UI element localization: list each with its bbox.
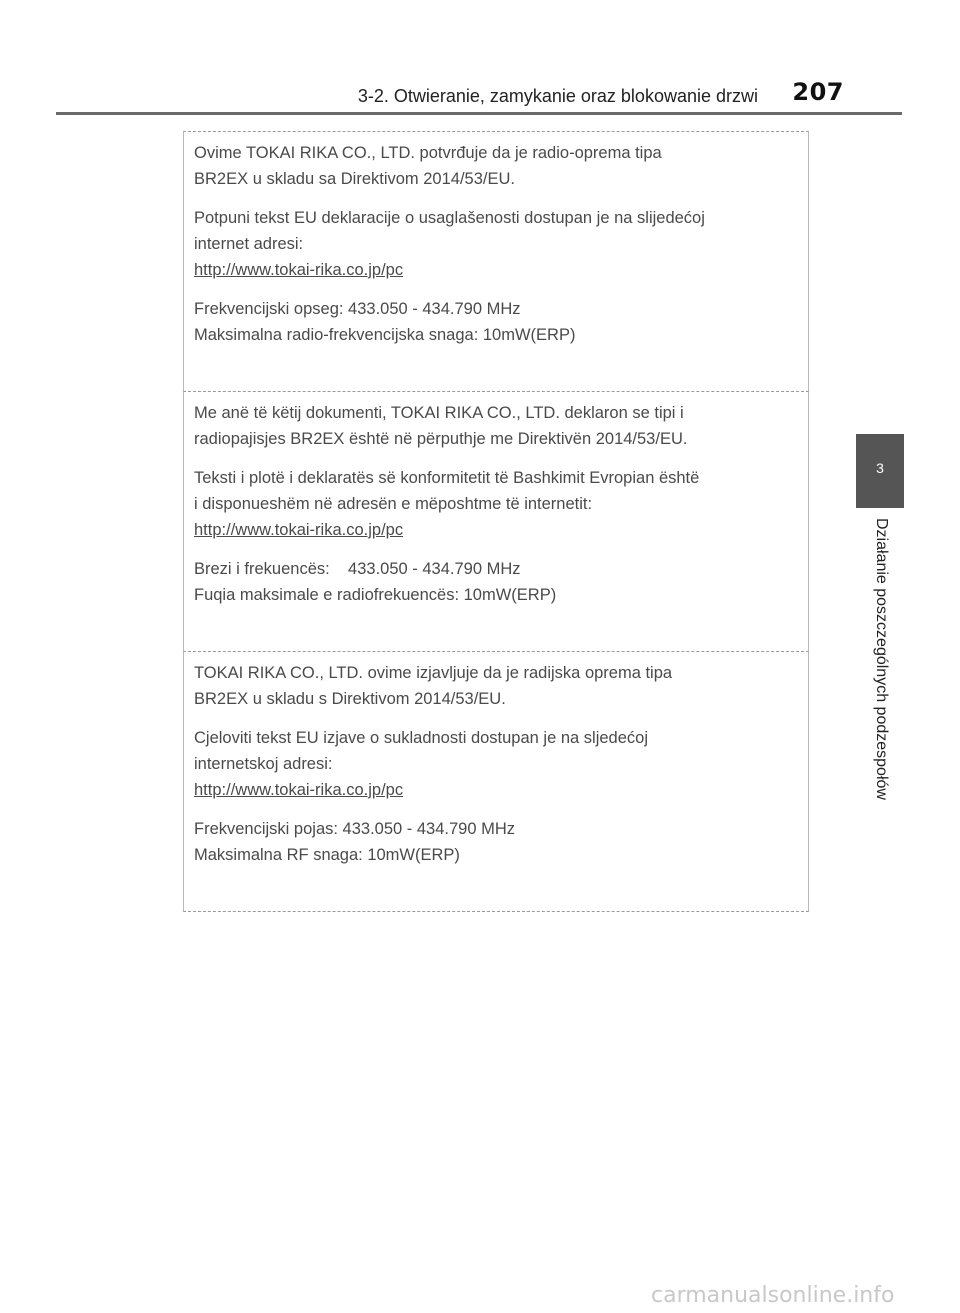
chapter-label: Działanie poszczególnych podzespołów [873,518,890,800]
declaration-url-link[interactable]: http://www.tokai-rika.co.jp/pc [194,521,404,539]
declaration-availability [194,725,798,803]
text-line: Potpuni tekst EU deklaracije o usaglašenosti dostupan je na slijedećoj [194,209,705,227]
text-line: Cjeloviti tekst EU izjave o sukladnosti dostupan je na sljedećoj [194,729,648,747]
text-line: Frekvencijski pojas: 433.050 - 434.790 MHz [194,820,515,838]
text-line: internetskoj adresi: [194,755,333,773]
declarations-content [183,131,809,912]
text-line: Frekvencijski opseg: 433.050 - 434.790 MHz [194,300,521,318]
text-line: BR2EX u skladu sa Direktivom 2014/53/EU. [194,170,515,188]
frequency-info [194,816,798,868]
text-line: i disponueshëm në adresën e mëposhtme të internetit: [194,495,593,513]
header-rule [56,112,902,115]
text-line: Fuqia maksimale e radiofrekuencës: 10mW(ERP) [194,586,557,604]
frequency-info [194,296,798,348]
text-line: Me anë të këtij dokumenti, TOKAI RIKA CO., LTD. deklaron se tipi i [194,404,684,422]
text-line: Brezi i frekuencës: 433.050 - 434.790 MHz [194,560,521,578]
page-header [56,78,902,118]
text-line: internet adresi: [194,235,304,253]
declaration-statement [194,140,798,192]
text-line: TOKAI RIKA CO., LTD. ovime izjavljuje da je radijska oprema tipa [194,664,673,682]
declaration-availability [194,205,798,283]
page-number: 207 [792,78,844,106]
section-title: 3-2. Otwieranie, zamykanie oraz blokowanie drzwi [357,86,758,106]
text-line: Ovime TOKAI RIKA CO., LTD. potvrđuje da je radio-oprema tipa [194,144,662,162]
text-line: Teksti i plotë i deklaratës së konformitetit të Bashkimit Evropian është [194,469,700,487]
text-line: BR2EX u skladu s Direktivom 2014/53/EU. [194,690,506,708]
declaration-block-croatian [183,651,809,912]
frequency-info [194,556,798,608]
declaration-block-serbian [183,131,809,391]
text-line: radiopajisjes BR2EX është në përputhje me Direktivën 2014/53/EU. [194,430,688,448]
declaration-url-link[interactable]: http://www.tokai-rika.co.jp/pc [194,261,404,279]
declaration-url-link[interactable]: http://www.tokai-rika.co.jp/pc [194,781,404,799]
watermark: carmanualsonline.info [651,1283,895,1308]
chapter-tab [856,434,904,508]
text-line: Maksimalna RF snaga: 10mW(ERP) [194,846,460,864]
text-line: Maksimalna radio-frekvencijska snaga: 10mW(ERP) [194,326,576,344]
declaration-statement [194,660,798,712]
chapter-number: 3 [876,460,884,476]
declaration-block-albanian [183,391,809,651]
declaration-statement [194,400,798,452]
declaration-availability [194,465,798,543]
